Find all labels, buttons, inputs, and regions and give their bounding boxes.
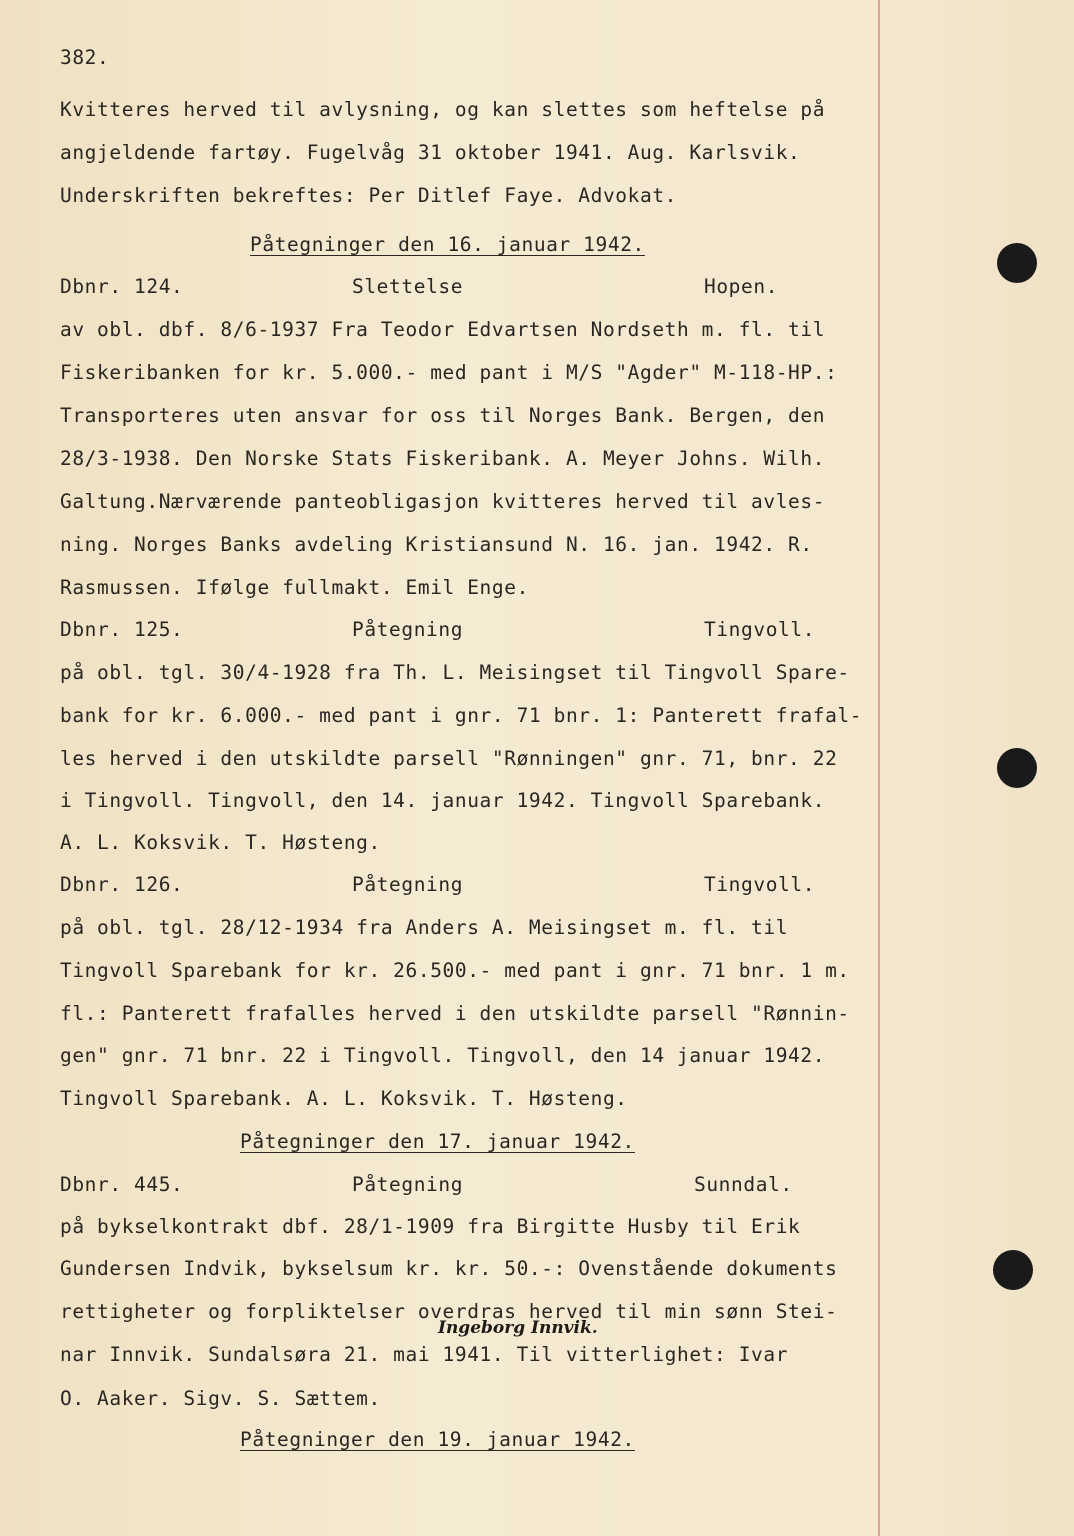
entry-126-line: fl.: Panterett frafalles herved i den utskildte parsell "Rønnin- bbox=[60, 1002, 850, 1025]
entry-445-line: nar Innvik. Sundalsøra 21. mai 1941. Til vitterlighet: Ivar bbox=[60, 1343, 789, 1366]
entry-124-line: Galtung.Nærværende panteobligasjon kvitteres herved til avles- bbox=[60, 490, 826, 513]
entry-125-place: Tingvoll. bbox=[704, 618, 816, 641]
entry-124-line: ning. Norges Banks avdeling Kristiansund N. 16. jan. 1942. R. bbox=[60, 533, 813, 556]
heading-17-january: Påtegninger den 17. januar 1942. bbox=[240, 1130, 635, 1153]
heading-19-january: Påtegninger den 19. januar 1942. bbox=[240, 1428, 635, 1451]
entry-125-line: i Tingvoll. Tingvoll, den 14. januar 1942. Tingvoll Sparebank. bbox=[60, 789, 826, 812]
page-number: 382. bbox=[60, 46, 110, 69]
entry-124-type: Slettelse bbox=[352, 275, 464, 298]
entry-124-header bbox=[60, 273, 860, 301]
dbnr-126: Dbnr. 126. bbox=[60, 873, 184, 896]
entry-126-header bbox=[60, 871, 860, 899]
dbnr-445: Dbnr. 445. bbox=[60, 1173, 184, 1196]
entry-124-line: Rasmussen. Ifølge fullmakt. Emil Enge. bbox=[60, 576, 529, 599]
entry-126-type: Påtegning bbox=[352, 873, 464, 896]
entry-126-line: gen" gnr. 71 bnr. 22 i Tingvoll. Tingvoll, den 14 januar 1942. bbox=[60, 1044, 826, 1067]
intro-line-1: Kvitteres herved til avlysning, og kan slettes som heftelse på bbox=[60, 98, 826, 121]
entry-125-line: les herved i den utskildte parsell "Rønningen" gnr. 71, bnr. 22 bbox=[60, 747, 838, 770]
handwritten-signature: Ingeborg Innvik. bbox=[438, 1318, 598, 1338]
entry-124-line: Fiskeribanken for kr. 5.000.- med pant i M/S "Agder" M-118-HP.: bbox=[60, 361, 838, 384]
entry-124-line: av obl. dbf. 8/6-1937 Fra Teodor Edvartsen Nordseth m. fl. til bbox=[60, 318, 826, 341]
entry-124-line: Transporteres uten ansvar for oss til Norges Bank. Bergen, den bbox=[60, 404, 826, 427]
margin-rule bbox=[878, 0, 880, 1536]
entry-445-type: Påtegning bbox=[352, 1173, 464, 1196]
entry-126-place: Tingvoll. bbox=[704, 873, 816, 896]
dbnr-125: Dbnr. 125. bbox=[60, 618, 184, 641]
entry-445-header bbox=[60, 1171, 860, 1199]
intro-line-2: angjeldende fartøy. Fugelvåg 31 oktober 1941. Aug. Karlsvik. bbox=[60, 141, 801, 164]
binder-hole-bottom bbox=[993, 1250, 1033, 1290]
entry-445-line: på bykselkontrakt dbf. 28/1-1909 fra Birgitte Husby til Erik bbox=[60, 1215, 801, 1238]
entry-125-line: på obl. tgl. 30/4-1928 fra Th. L. Meisingset til Tingvoll Spare- bbox=[60, 661, 850, 684]
entry-124-place: Hopen. bbox=[704, 275, 779, 298]
entry-125-type: Påtegning bbox=[352, 618, 464, 641]
binder-hole-middle bbox=[997, 748, 1037, 788]
entry-126-line: Tingvoll Sparebank for kr. 26.500.- med pant i gnr. 71 bnr. 1 m. bbox=[60, 959, 850, 982]
entry-125-line: A. L. Koksvik. T. Høsteng. bbox=[60, 831, 381, 854]
entry-125-header bbox=[60, 616, 860, 644]
entry-445-place: Sunndal. bbox=[694, 1173, 793, 1196]
entry-445-line: Gundersen Indvik, bykselsum kr. kr. 50.-: Ovenstående dokuments bbox=[60, 1257, 838, 1280]
entry-126-line: på obl. tgl. 28/12-1934 fra Anders A. Meisingset m. fl. til bbox=[60, 916, 789, 939]
entry-124-line: 28/3-1938. Den Norske Stats Fiskeribank. A. Meyer Johns. Wilh. bbox=[60, 447, 826, 470]
dbnr-124: Dbnr. 124. bbox=[60, 275, 184, 298]
entry-125-line: bank for kr. 6.000.- med pant i gnr. 71 bnr. 1: Panterett frafal- bbox=[60, 704, 863, 727]
binder-hole-top bbox=[997, 243, 1037, 283]
heading-16-january: Påtegninger den 16. januar 1942. bbox=[250, 233, 645, 256]
entry-126-line: Tingvoll Sparebank. A. L. Koksvik. T. Høsteng. bbox=[60, 1087, 628, 1110]
intro-line-3: Underskriften bekreftes: Per Ditlef Faye. Advokat. bbox=[60, 184, 677, 207]
entry-445-line: rettigheter og forpliktelser overdras herved til min sønn Stei- bbox=[60, 1300, 838, 1323]
entry-445-line: O. Aaker. Sigv. S. Sættem. bbox=[60, 1387, 381, 1410]
